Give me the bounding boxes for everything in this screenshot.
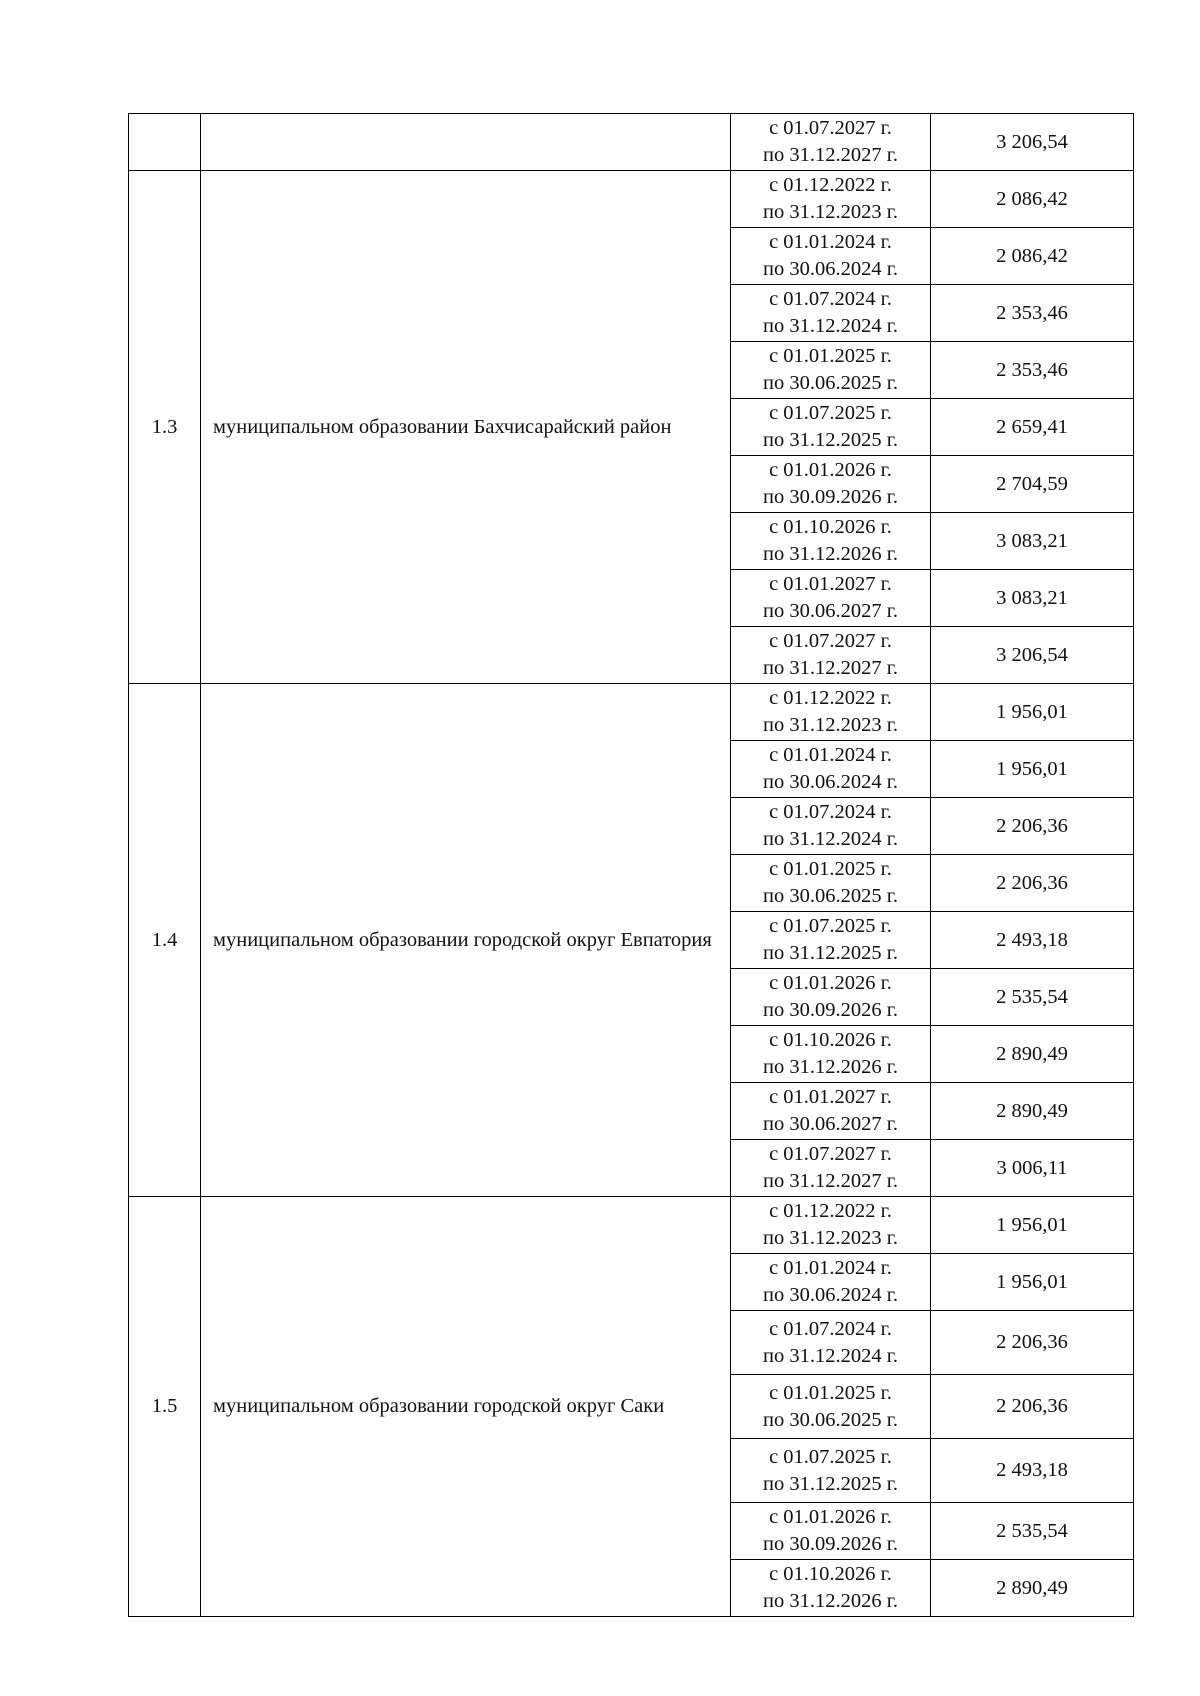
- tariff-value: 2 353,46: [931, 342, 1134, 399]
- tariff-value: 2 086,42: [931, 228, 1134, 285]
- period-to: по 30.06.2027 г.: [763, 600, 898, 622]
- table-row: [129, 684, 1134, 741]
- period-from: с 01.10.2026 г.: [769, 516, 892, 538]
- period-from: с 01.01.2026 г.: [769, 459, 892, 481]
- period-from: с 01.12.2022 г.: [769, 1200, 892, 1222]
- tariff-value: 3 006,11: [931, 1140, 1134, 1197]
- municipality-name: муниципальном образовании Бахчисарайский район: [201, 171, 731, 684]
- period-cell: [731, 627, 931, 684]
- period-cell: [731, 456, 931, 513]
- tariff-value: 2 206,36: [931, 1311, 1134, 1375]
- tariff-value: 3 206,54: [931, 114, 1134, 171]
- tariff-value: 2 659,41: [931, 399, 1134, 456]
- period-from: с 01.01.2024 г.: [769, 744, 892, 766]
- period-to: по 31.12.2026 г.: [763, 1590, 898, 1612]
- item-number: 1.4: [129, 684, 201, 1197]
- period-from: с 01.01.2027 г.: [769, 1086, 892, 1108]
- period-to: по 31.12.2025 г.: [763, 429, 898, 451]
- tariff-value: 2 493,18: [931, 1439, 1134, 1503]
- tariff-value: 2 353,46: [931, 285, 1134, 342]
- period-from: с 01.01.2027 г.: [769, 573, 892, 595]
- period-from: с 01.01.2024 г.: [769, 231, 892, 253]
- period-to: по 31.12.2023 г.: [763, 1227, 898, 1249]
- period-cell: [731, 1311, 931, 1375]
- period-to: по 31.12.2025 г.: [763, 942, 898, 964]
- period-from: с 01.01.2026 г.: [769, 972, 892, 994]
- period-cell: [731, 1197, 931, 1254]
- period-cell: [731, 1439, 931, 1503]
- period-cell: [731, 228, 931, 285]
- tariff-value: 2 704,59: [931, 456, 1134, 513]
- period-cell: [731, 1026, 931, 1083]
- period-cell: [731, 855, 931, 912]
- period-from: с 01.07.2025 г.: [769, 402, 892, 424]
- period-to: по 30.06.2025 г.: [763, 885, 898, 907]
- period-to: по 31.12.2024 г.: [763, 828, 898, 850]
- period-from: с 01.10.2026 г.: [769, 1029, 892, 1051]
- tariff-value: 2 890,49: [931, 1083, 1134, 1140]
- period-from: с 01.12.2022 г.: [769, 174, 892, 196]
- period-from: с 01.07.2025 г.: [769, 915, 892, 937]
- period-cell: [731, 399, 931, 456]
- period-from: с 01.07.2024 г.: [769, 801, 892, 823]
- period-to: по 30.06.2027 г.: [763, 1113, 898, 1135]
- period-to: по 31.12.2026 г.: [763, 543, 898, 565]
- period-to: по 31.12.2027 г.: [763, 657, 898, 679]
- period-to: по 31.12.2027 г.: [763, 1170, 898, 1192]
- period-to: по 31.12.2024 г.: [763, 315, 898, 337]
- tariff-table-body: [129, 114, 1134, 1617]
- period-cell: [731, 1254, 931, 1311]
- period-from: с 01.07.2027 г.: [769, 630, 892, 652]
- table-row: [129, 114, 1134, 171]
- tariff-value: 1 956,01: [931, 1197, 1134, 1254]
- period-from: с 01.01.2025 г.: [769, 1381, 892, 1404]
- period-to: по 30.06.2025 г.: [763, 1408, 898, 1431]
- tariff-value: 2 535,54: [931, 1503, 1134, 1560]
- period-from: с 01.07.2025 г.: [769, 1445, 892, 1468]
- tariff-value: 2 493,18: [931, 912, 1134, 969]
- period-from: с 01.12.2022 г.: [769, 687, 892, 709]
- municipality-name: муниципальном образовании городской округ Евпатория: [201, 684, 731, 1197]
- period-cell: [731, 171, 931, 228]
- tariff-value: 2 206,36: [931, 798, 1134, 855]
- period-to: по 30.09.2026 г.: [763, 486, 898, 508]
- period-cell: [731, 912, 931, 969]
- period-to: по 30.06.2024 г.: [763, 771, 898, 793]
- period-cell: [731, 969, 931, 1026]
- tariff-value: 2 086,42: [931, 171, 1134, 228]
- municipality-name: [201, 114, 731, 171]
- period-to: по 30.06.2024 г.: [763, 258, 898, 280]
- tariff-value: 2 890,49: [931, 1026, 1134, 1083]
- period-from: с 01.01.2025 г.: [769, 345, 892, 367]
- period-to: по 31.12.2023 г.: [763, 201, 898, 223]
- table-row: [129, 1197, 1134, 1254]
- tariff-value: 2 535,54: [931, 969, 1134, 1026]
- tariff-value: 1 956,01: [931, 741, 1134, 798]
- period-cell: [731, 1560, 931, 1617]
- period-cell: [731, 1503, 931, 1560]
- tariff-value: 2 206,36: [931, 855, 1134, 912]
- tariff-value: 3 206,54: [931, 627, 1134, 684]
- period-to: по 31.12.2027 г.: [763, 144, 898, 166]
- period-from: с 01.07.2027 г.: [769, 1143, 892, 1165]
- period-from: с 01.07.2024 г.: [769, 288, 892, 310]
- item-number: 1.5: [129, 1197, 201, 1617]
- period-cell: [731, 342, 931, 399]
- tariff-value: 1 956,01: [931, 1254, 1134, 1311]
- tariff-value: 2 206,36: [931, 1375, 1134, 1439]
- period-cell: [731, 114, 931, 171]
- period-from: с 01.01.2025 г.: [769, 858, 892, 880]
- period-cell: [731, 570, 931, 627]
- item-number: 1.3: [129, 171, 201, 684]
- period-from: с 01.07.2027 г.: [769, 117, 892, 139]
- period-from: с 01.01.2024 г.: [769, 1257, 892, 1279]
- period-cell: [731, 684, 931, 741]
- table-row: [129, 171, 1134, 228]
- period-cell: [731, 741, 931, 798]
- municipality-name: муниципальном образовании городской округ Саки: [201, 1197, 731, 1617]
- period-cell: [731, 513, 931, 570]
- tariff-value: 3 083,21: [931, 570, 1134, 627]
- period-to: по 30.09.2026 г.: [763, 999, 898, 1021]
- period-to: по 31.12.2025 г.: [763, 1472, 898, 1495]
- period-to: по 31.12.2023 г.: [763, 714, 898, 736]
- period-cell: [731, 1140, 931, 1197]
- period-cell: [731, 285, 931, 342]
- period-to: по 30.06.2024 г.: [763, 1284, 898, 1306]
- period-from: с 01.01.2026 г.: [769, 1506, 892, 1528]
- period-to: по 30.06.2025 г.: [763, 372, 898, 394]
- period-to: по 30.09.2026 г.: [763, 1533, 898, 1555]
- period-to: по 31.12.2026 г.: [763, 1056, 898, 1078]
- tariff-table: [128, 113, 1134, 1617]
- period-cell: [731, 1083, 931, 1140]
- period-from: с 01.10.2026 г.: [769, 1563, 892, 1585]
- period-cell: [731, 1375, 931, 1439]
- period-to: по 31.12.2024 г.: [763, 1344, 898, 1367]
- period-cell: [731, 798, 931, 855]
- tariff-value: 3 083,21: [931, 513, 1134, 570]
- tariff-value: 2 890,49: [931, 1560, 1134, 1617]
- period-from: с 01.07.2024 г.: [769, 1317, 892, 1340]
- tariff-value: 1 956,01: [931, 684, 1134, 741]
- item-number: [129, 114, 201, 171]
